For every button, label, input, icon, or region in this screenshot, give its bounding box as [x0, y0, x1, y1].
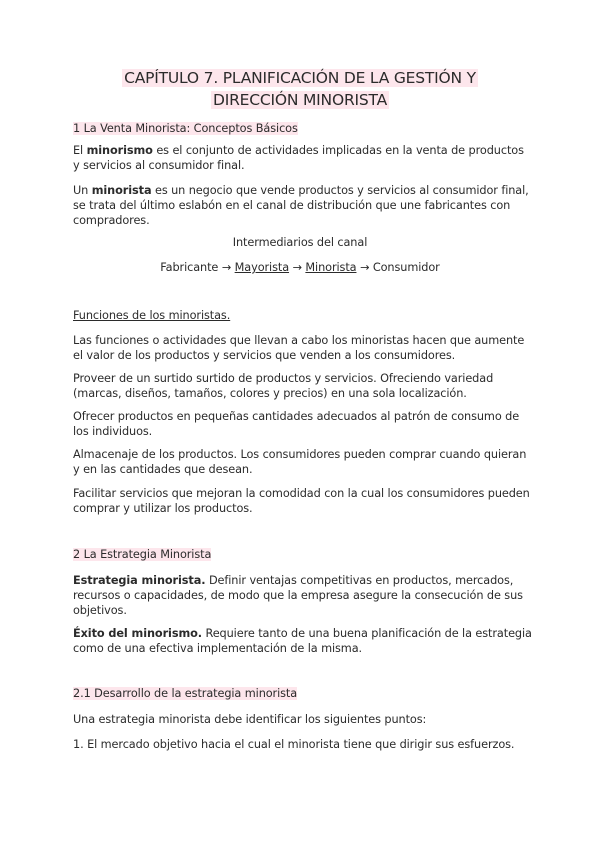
- title-line-1: CAPÍTULO 7. PLANIFICACIÓN DE LA GESTIÓN Y: [124, 69, 476, 87]
- section-1-heading: 1 La Venta Minorista: Conceptos Básicos: [73, 122, 298, 135]
- term-estrategia: Estrategia minorista.: [73, 574, 206, 587]
- section-2-1-paragraph-2: 1. El mercado objetivo hacia el cual el minorista tiene que dirigir sus esfuerzos.: [73, 738, 515, 751]
- term-exito: Éxito del minorismo.: [73, 627, 202, 640]
- page-title: [0, 67, 600, 111]
- funciones-paragraph-2: Proveer de un surtido surtido de productos y servicios. Ofreciendo variedad (marcas, diseños, tamaños, colores y precios) en una sola localización.: [73, 372, 494, 400]
- paragraph-minorismo: El minorismo es el conjunto de actividades implicadas en la venta de productos y servicios al consumidor final.: [73, 144, 524, 172]
- paragraph-exito: Éxito del minorismo. Requiere tanto de una buena planificación de la estrategia como de una efectiva implementación de la misma.: [73, 627, 532, 655]
- funciones-paragraph-5: Facilitar servicios que mejoran la comodidad con la cual los consumidores pueden comprar y utilizar los productos.: [73, 487, 530, 515]
- funciones-paragraph-1: Las funciones o actividades que llevan a cabo los minoristas hacen que aumente el valor de los productos y servicios que venden a los consumidores.: [73, 334, 525, 362]
- channel-title: Intermediarios del canal: [232, 236, 368, 249]
- paragraph-estrategia: Estrategia minorista. Definir ventajas competitivas en productos, mercados, recursos o capacidades, de modo que la empresa asegure la consecución de sus objetivos.: [73, 574, 523, 617]
- funciones-paragraph-4: Almacenaje de los productos. Los consumidores pueden comprar cuando quieran y en las cantidades que desean.: [73, 448, 527, 476]
- section-2-heading: 2 La Estrategia Minorista: [73, 548, 212, 561]
- section-2-1-heading: 2.1 Desarrollo de la estrategia minorista: [73, 687, 298, 700]
- funciones-heading: Funciones de los minoristas.: [73, 309, 231, 322]
- term-minorista: minorista: [91, 184, 152, 197]
- section-2-1-paragraph-1: Una estrategia minorista debe identificar los siguientes puntos:: [73, 713, 427, 726]
- channel-flow: Fabricante → Mayorista → Minorista → Consumidor: [160, 261, 440, 274]
- title-line-2: DIRECCIÓN MINORISTA: [213, 91, 387, 109]
- paragraph-minorista: Un minorista es un negocio que vende productos y servicios al consumidor final, se trata del último eslabón en el canal de distribución que une fabricantes con compradores.: [73, 184, 529, 227]
- funciones-paragraph-3: Ofrecer productos en pequeñas cantidades adecuados al patrón de consumo de los individuos.: [73, 410, 520, 438]
- term-minorismo: minorismo: [86, 144, 153, 157]
